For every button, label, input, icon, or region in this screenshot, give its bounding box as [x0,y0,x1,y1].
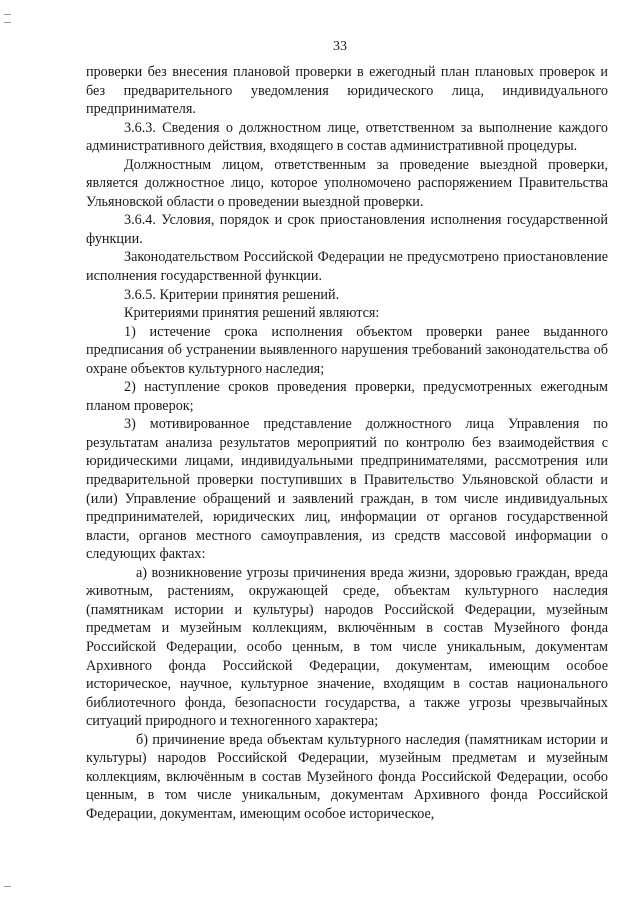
scan-edge-mark [4,886,11,887]
paragraph-no-suspension: Законодательством Российской Федерации не предусмотрено приостановление исполнения государственной функции. [86,249,608,285]
list-item-3: 3) мотивированное представление должностного лица Управления по результатам анализа результатов мероприятий по контролю без взаимодействия с юридическими лицами, индивидуальными предпринимателями, рассмотрения или предварительной проверки поступивших в Правительство Ульяновской области и (или) Управление обращений и заявлений граждан, в том числе индивидуальных предпринимателей, юридических лиц, информации от органов государственной власти, органов местного самоуправления, из средств массовой информации о следующих фактах: [86,416,608,563]
paragraph-3-6-5-heading: 3.6.5. Критерии принятия решений. [124,286,340,303]
paragraph-3-6-4-heading: 3.6.4. Условия, порядок и срок приостановления исполнения государственной функции. [86,212,608,247]
page-number: 33 [333,39,347,54]
scan-edge-mark [4,22,11,23]
scan-edge-mark [4,14,11,15]
paragraph-criteria-intro: Критериями принятия решений являются: [124,305,380,322]
list-item-2: 2) наступление сроков проведения проверки, предусмотренных ежегодным планом проверок; [86,379,608,414]
sub-item-a: а) возникновение угрозы причинения вреда жизни, здоровью граждан, вреда животным, растениям, окружающей среде, объектам культурного наследия (памятникам истории и культуры) народов Российской Федерации, музейным предметам и музейным коллекциям, включённым в состав Музейного фонда Российской Федерации, особо ценным, в том числе уникальным, документам Архивного фонда Российской Федерации, документам, имеющим особое историческое, научное, культурное значение, входящим в состав национального библиотечного фонда, безопасности государства, а также угрозы чрезвычайных ситуаций природного и техногенного характера; [86,564,608,730]
document-body [86,63,608,823]
sub-item-b: б) причинение вреда объектам культурного наследия (памятникам истории и культуры) народов Российской Федерации, музейным предметам и музейным коллекциям, включённым в состав Музейного фонда Российской Федерации, особо ценным, в том числе уникальным, документам Архивного фонда Российской Федерации, документам, имеющим особое историческое, [86,731,608,822]
paragraph-responsible-official: Должностным лицом, ответственным за проведение выездной проверки, является должностное лицо, которое уполномочено распоряжением Правительства Ульяновской области о проведении выездной проверки. [86,156,608,210]
paragraph-continuation: проверки без внесения плановой проверки в ежегодный план плановых проверок и без предварительного уведомления юридического лица, индивидуального предпринимателя. [86,64,608,118]
list-item-1: 1) истечение срока исполнения объектом проверки ранее выданного предписания об устранении выявленного нарушения требований законодательства об охране объектов культурного наследия; [86,323,608,377]
paragraph-3-6-3-heading: 3.6.3. Сведения о должностном лице, ответственном за выполнение каждого административного действия, входящего в состав административной процедуры. [86,119,608,155]
